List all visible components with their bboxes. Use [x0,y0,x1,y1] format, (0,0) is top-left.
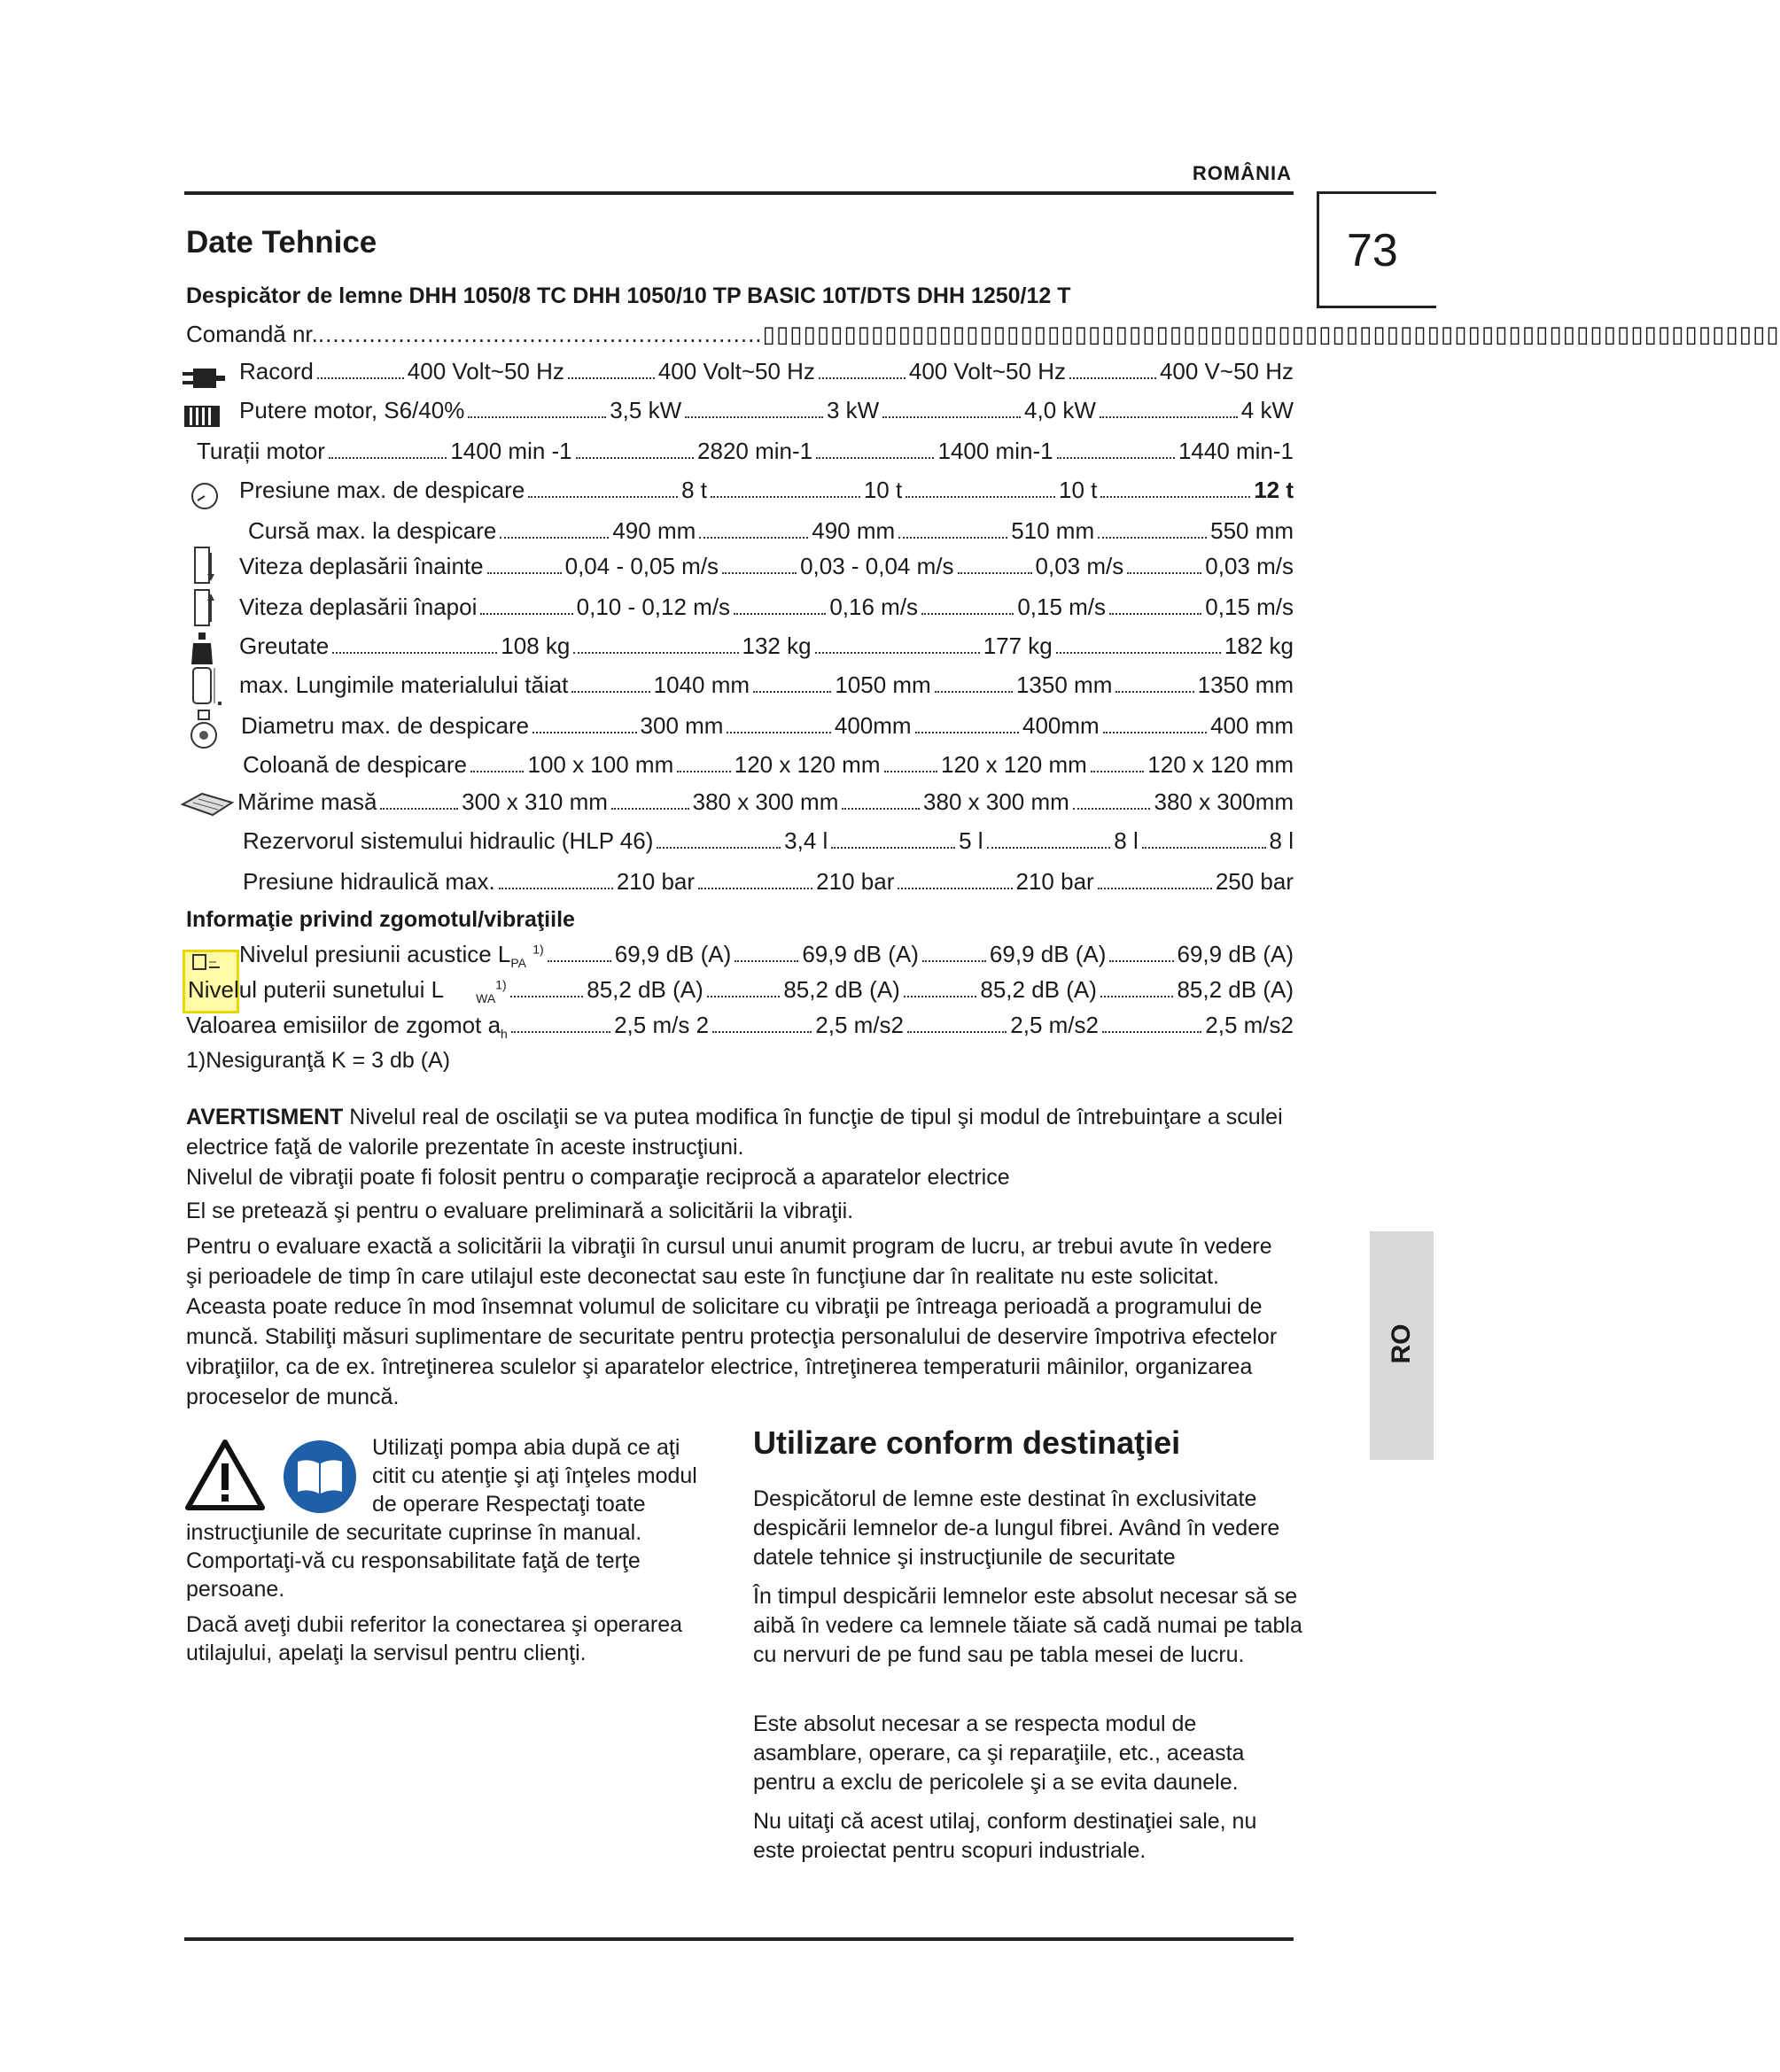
spec-label: Greutate [239,632,330,659]
spec-value: 380 x 300 mm [692,788,839,815]
spec-label: Coloană de despicare [243,751,467,778]
spec-row-motor-speed [197,438,1294,473]
spec-label: Cursă max. la despicare [248,517,497,544]
spec-value: 2820 min-1 [697,438,813,464]
spec-value: 1400 min-1 [937,438,1053,464]
bottom-divider [184,1937,1294,1941]
noise-value: 2,5 m/s 2 [614,1012,710,1038]
read-manual-icon [282,1439,358,1515]
spec-label: Turații motor [197,438,325,464]
spec-value: 400 Volt~50 Hz [657,358,815,384]
spec-value: 1050 mm [835,671,931,698]
motor-icon [183,403,222,430]
plug-icon [181,365,227,392]
intended-use-para-1: Despicătorul de lemne este destinat în exclusivitate despicării lemnelor de-a lungul fibrei. Având în vedere datele tehnice şi instrucţiunile de securitate [753,1486,1280,1570]
spec-value: 182 kg [1224,632,1294,659]
noise-value: 69,9 dB (A) [802,941,919,967]
spec-value: 400 Volt~50 Hz [407,358,564,384]
spec-row-return-speed [239,594,1294,629]
spec-value: 132 kg [742,632,812,659]
spec-row-splitting-pressure [239,477,1294,512]
warning-line-3: El se pretează şi pentru o evaluare preliminară a solicitării la vibraţii. [186,1199,854,1223]
spec-value: 400 V~50 Hz [1159,358,1294,384]
spec-value: 0,15 m/s [1017,594,1107,620]
spec-value: 120 x 120 mm [734,751,881,778]
spec-value: 5 l [959,827,983,854]
sound-icon [190,951,225,974]
weight-icon [190,631,214,666]
gauge-icon [190,481,220,511]
spec-value: 177 kg [983,632,1053,659]
top-divider [184,191,1294,195]
spec-value: 1440 min-1 [1178,438,1294,464]
noise-value: 2,5 m/s2 [1010,1012,1099,1038]
uncertainty-footnote: 1)Nesiguranţă K = 3 db (A) [186,1048,451,1073]
warning-label: AVERTISMENT [186,1105,344,1129]
spec-value: 300 x 310 mm [462,788,608,815]
spec-row-hydraulic-tank [243,827,1294,863]
spec-value: 12 t [1254,477,1294,503]
spec-row-max-diameter [241,712,1294,748]
country-header: ROMÂNIA [1192,162,1292,184]
spec-value: 8 l [1269,827,1294,854]
warning-line-2: Nivelul de vibraţii poate fi folosit pentru o comparaţie reciprocă a aparatelor electrice [186,1165,1010,1190]
warning-triangle-icon [184,1439,266,1511]
spec-value: 3,5 kW [610,397,682,423]
spec-label: Presiune max. de despicare [239,477,525,503]
spec-value: 0,03 m/s [1035,553,1124,579]
warning-text: Nivelul real de oscilaţii se va putea modifica în funcţie de tipul şi modul de întrebuinţare a sculei electrice faţă de valorile prezentate în aceste instrucţiuni. [186,1105,1283,1160]
spec-row-weight [239,632,1294,668]
spec-row-hydraulic-pressure [243,868,1294,904]
spec-row-forward-speed [239,553,1294,588]
noise-row-pressure [239,941,1294,976]
notice-text-last: Dacă aveţi dubii referitor la conectarea şi operarea utilajului, apelaţi la servisul pentru clienţi. [186,1612,683,1665]
spec-value: 380 x 300 mm [923,788,1069,815]
noise-value: 69,9 dB (A) [989,941,1107,967]
spec-row-table-size [237,788,1294,824]
spec-label: max. Lungimile materialului tăiat [239,671,569,698]
spec-label: Viteza deplasării înapoi [239,594,478,620]
notice-text-beside: Utilizaţi pompa abia după ce aţi citit cu atenţie şi aţi înţeles modul de operare Respectaţi toate [372,1435,697,1517]
notice-text-below: instrucţiunile de securitate cuprinse în manual. Comportaţi-vă cu responsabilitate faţă de terţe persoane. [186,1520,642,1602]
spec-value: 0,03 m/s [1205,553,1294,579]
spec-label: Viteza deplasării înainte [239,553,484,579]
page-title: Date Tehnice [186,225,377,260]
spec-value: 400 Volt~50 Hz [908,358,1066,384]
spec-value: 550 mm [1210,517,1294,544]
log-length-icon [188,666,223,710]
spec-value: 8 l [1114,827,1139,854]
spec-row-racord [239,358,1294,393]
spec-value: 210 bar [616,868,696,895]
spec-value: 250 bar [1215,868,1294,895]
noise-section-title: Informaţie privind zgomotul/vibraţiile [186,907,575,932]
noise-value: 69,9 dB (A) [1177,941,1294,967]
vibration-paragraph: Pentru o evaluare exactă a solicitării la vibraţii în cursul unui anumit program de lucru, ar trebui avute în vedere şi perioadele de timp în care utilajul este deconectat sau este în funcţiune dar în realitate nu este solicitat. Aceasta poate reduce în mod însemnat volumul de solicitare cu vibraţii pe întreaga perioadă a programului de muncă. Stabiliţi măsuri suplimentare de securitate pentru protecţia personalului de deservire împotriva efectelor vibraţiilor, ca de ex. întreţinerea sculelor şi aparatelor electrice, întreţinerea temperaturii mâinilor, organizarea proceselor de muncă. [186,1234,1278,1409]
noise-label: Valoarea emisiilor de zgomot $a_h$ [186,1012,508,1042]
noise-label: Nivelul presiunii acustice $L_{PA}$ $^{1)}$ [239,941,544,971]
spec-value: 400mm [834,712,912,739]
intended-use-para-2: În timpul despicării lemnelor este absolut necesar să se aibă în vedere ca lemnele tăiate să cadă numai pe tabla cu nervuri de pe fund sau pe tabla mesei de lucru. [753,1584,1302,1667]
arrow-down-icon [190,546,218,586]
noise-value: 85,2 dB (A) [587,976,703,1003]
spec-value: 100 x 100 mm [527,751,674,778]
spec-value: 4 kW [1240,397,1294,423]
warning-paragraph [186,1102,1294,1162]
spec-row-motor-power [239,397,1294,432]
spec-value: 210 bar [1015,868,1094,895]
noise-value: 85,2 dB (A) [980,976,1097,1003]
spec-value: 490 mm [812,517,896,544]
noise-value: 69,9 dB (A) [614,941,732,967]
spec-value: 8 t [681,477,708,503]
noise-row-emission [186,1012,1294,1047]
spec-value: 108 kg [501,632,571,659]
spec-value: 120 x 120 mm [941,751,1087,778]
spec-value: 0,10 - 0,12 m/s [576,594,731,620]
table-icon [177,792,236,819]
spec-value: 0,16 m/s [829,594,919,620]
spec-value: 0,03 - 0,04 m/s [800,553,954,579]
intended-use-title: Utilizare conform destinaţiei [753,1424,1181,1461]
spec-value: 120 x 120 mm [1147,751,1294,778]
log-diameter-icon [188,709,220,751]
spec-value: 210 bar [816,868,895,895]
page-number: 73 [1347,225,1398,276]
intended-use-para-4: Nu uitaţi că acest utilaj, conform destinaţiei sale, nu este proiectat pentru scopuri industriale. [753,1809,1257,1863]
spec-value: 10 t [1059,477,1098,503]
spec-value: 1040 mm [653,671,750,698]
spec-value: 1350 mm [1197,671,1294,698]
spec-label: Diametru max. de despicare [241,712,530,739]
spec-value: 0,15 m/s [1205,594,1294,620]
noise-value: 85,2 dB (A) [783,976,900,1003]
spec-value: 3,4 l [784,827,828,854]
spec-row-stroke [248,517,1294,553]
noise-value: 2,5 m/s2 [1205,1012,1294,1038]
spec-label: Presiune hidraulică max. [243,868,495,895]
model-list: Despicător de lemne DHH 1050/8 TC DHH 1050/10 TP BASIC 10T/DTS DHH 1250/12 T [186,283,1071,308]
spec-row-max-length [239,671,1294,707]
spec-value: 0,04 - 0,05 m/s [564,553,719,579]
order-dots: .............................................................▯▯▯▯▯▯▯▯▯▯▯▯▯▯▯▯▯▯▯▯▯▯▯▯▯▯▯▯▯▯▯▯▯▯▯▯▯▯▯▯▯▯▯▯▯▯▯▯▯▯▯▯▯▯▯▯▯▯▯▯▯▯▯▯▯▯▯▯▯▯▯▯▯▯▯ [317,321,1780,347]
language-tab-label: RO [1387,1323,1416,1364]
noise-label: Nivelul puterii sunetului L $_{WA}^{1)}$ [188,976,507,1006]
spec-value: 3 kW [826,397,880,423]
order-label: Comandă nr. [186,321,318,347]
spec-label: Putere motor, S6/40% [239,397,465,423]
spec-value: 10 t [863,477,903,503]
noise-value: 2,5 m/s2 [815,1012,905,1038]
spec-value: 400mm [1022,712,1100,739]
spec-value: 4,0 kW [1024,397,1096,423]
intended-use-para-3: Este absolut necesar a se respecta modul de asamblare, operare, ca şi reparaţiile, etc., aceasta pentru a exclu de pericolele şi a se evita daunele. [753,1711,1245,1795]
spec-value: 300 mm [640,712,724,739]
spec-label: Mărime masă [237,788,377,815]
spec-label: Racord [239,358,314,384]
spec-row-splitting-column [243,751,1294,787]
spec-value: 1350 mm [1015,671,1113,698]
spec-label: Rezervorul sistemului hidraulic (HLP 46) [243,827,654,854]
order-number-row [186,321,1780,348]
arrow-up-icon [190,588,218,629]
spec-value: 490 mm [612,517,696,544]
spec-value: 510 mm [1011,517,1095,544]
spec-value: 400 mm [1210,712,1294,739]
spec-value: 1400 min -1 [450,438,572,464]
noise-value: 85,2 dB (A) [1177,976,1294,1003]
spec-value: 380 x 300mm [1154,788,1294,815]
noise-row-power [188,976,1294,1012]
